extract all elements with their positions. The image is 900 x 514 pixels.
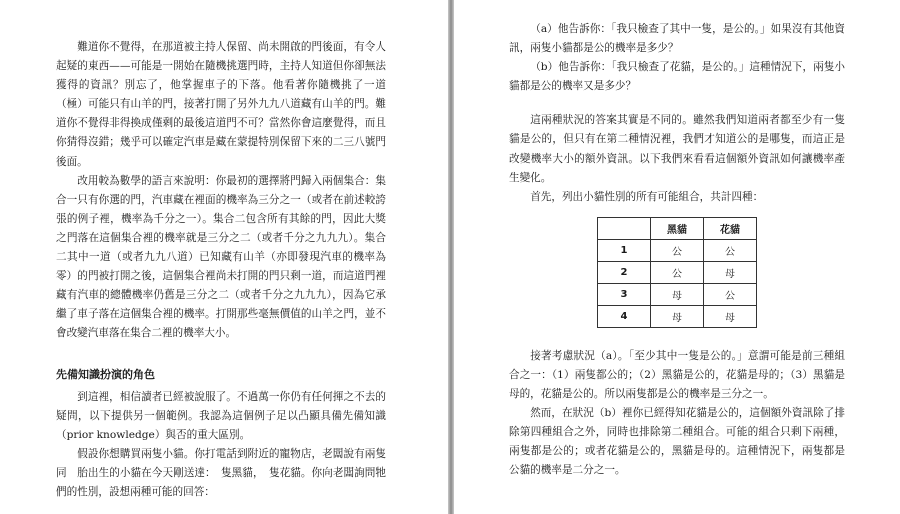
- table-header-row: [598, 217, 757, 239]
- table-header-cell: 黑貓: [651, 217, 704, 239]
- table-cell: 公: [651, 239, 704, 261]
- paragraph: 這兩種狀況的答案其實是不同的。雖然我們知道兩者都至少有一隻貓是公的，但只有在第二種情況裡，我們才知道公的是哪隻，而這正是改變機率大小的額外資訊。以下我們來看看這個額外資訊如何讓機率產生變化。: [509, 114, 845, 184]
- table-row: [598, 239, 757, 261]
- paragraph: 改用較為數學的語言來說明：你最初的選擇將門歸入兩個集合：集合一只有你選的門，汽車藏在裡面的機率為三分之一（或者在前述較誇張的例子裡，機率為千分之一）。集合二包含所有其餘的門，因此大獎之門落在這個集合裡的機率就是三分之二（或者千分之九九九）。集合二其中一道（或者九九八道）已知藏有山羊（亦即發現汽車的機率為零）的門被打開之後，這個集合裡尚未打開的門只剩一道，而這道門裡藏有汽車的總體機率仍舊是三分之二（或者千分之九九九），因為它承繼了車子落在這個集合裡的機率。打開那些毫無價值的山羊之門，並不會改變汽車落在集合二裡的機率大小。: [56, 174, 386, 340]
- table-cell: 1: [598, 239, 651, 261]
- paragraph: 難道你不覺得，在那道被主持人保留、尚未開啟的門後面，有令人起疑的東西——可能是一開始在隨機挑選門時，主持人知道但你卻無法獲得的資訊？別忘了，他掌握車子的下落。他看著你隨機挑了一道（極）可能只有山羊的門，接著打開了另外九九八道藏有山羊的門。難道你不覺得非得換成僅剩的最後這道門不可？當然你會這麼覺得，而且你猜得沒錯；幾乎可以確定汽車是藏在蒙提特別保留下來的二三八號門後面。: [56, 41, 386, 168]
- table-cell: 母: [651, 283, 704, 305]
- kitten-combination-table: [597, 217, 757, 328]
- table-wrapper: [509, 207, 845, 347]
- table-cell: 3: [598, 283, 651, 305]
- question-a: （a）他告訴你：「我只檢查了其中一隻，是公的。」如果沒有其他資訊，兩隻小貓都是公的機率是多少？: [509, 23, 845, 55]
- right-page: [454, 0, 900, 514]
- table-cell: 公: [704, 283, 757, 305]
- left-column: [56, 38, 386, 502]
- paragraph: 假設你想購買兩隻小貓。你打電話到附近的寵物店，老闆說有兩隻同 胎出生的小貓在今天剛送達： 隻黑貓， 隻花貓。你向老闆詢問牠們的性別，設想兩種可能的回答：: [56, 447, 386, 498]
- paragraph: 到這裡，相信讀者已經被說服了。不過萬一你仍有任何揮之不去的疑問，以下提供另一個範例。我認為這個例子足以凸顯具備先備知識（prior knowledge）與否的重大區別。: [56, 390, 386, 441]
- table-cell: 母: [651, 305, 704, 327]
- table-cell: 4: [598, 305, 651, 327]
- spacer: [509, 96, 845, 111]
- table-cell: 公: [651, 261, 704, 283]
- table-row: [598, 283, 757, 305]
- table-header-cell: 花貓: [704, 217, 757, 239]
- question-b: （b）他告訴你：「我只檢查了花貓，是公的。」這種情況下，兩隻小貓都是公的機率又是多少？: [509, 61, 845, 93]
- spacer: [56, 344, 386, 359]
- paragraph: 然而，在狀況（b）裡你已經得知花貓是公的，這個額外資訊除了排除第四種組合之外，同時也排除第二種組合。可能的組合只剩下兩種，兩隻都是公的；或者花貓是公的，黑貓是母的。這種情況下，兩隻都是公貓的機率是二分之一。: [509, 407, 845, 477]
- table-cell: 2: [598, 261, 651, 283]
- left-page: [0, 0, 448, 514]
- right-column: [509, 20, 845, 481]
- table-cell: 母: [704, 261, 757, 283]
- section-heading: 先備知識扮演的角色: [56, 367, 155, 381]
- paragraph: 首先，列出小貓性別的所有可能組合，共計四種：: [530, 190, 764, 203]
- table-cell: 母: [704, 305, 757, 327]
- table-header-cell: [598, 217, 651, 239]
- table-row: [598, 305, 757, 327]
- table-row: [598, 261, 757, 283]
- table-cell: 公: [704, 239, 757, 261]
- paragraph: 接著考慮狀況（a）。「至少其中一隻是公的。」意謂可能是前三種組合之一：（1）兩隻都公的；（2）黑貓是公的，花貓是母的；（3）黑貓是母的，花貓是公的。所以兩隻都是公的機率是三分之一。: [509, 349, 845, 401]
